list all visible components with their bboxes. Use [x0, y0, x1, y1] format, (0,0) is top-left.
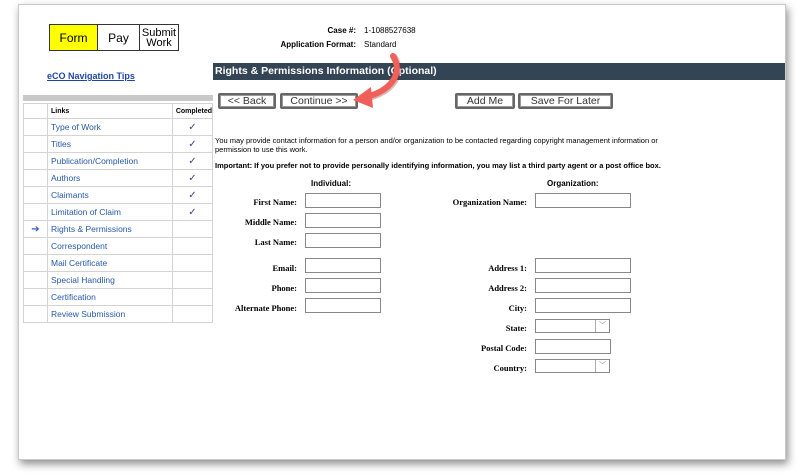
case-number-value: 1-1088527638	[364, 25, 416, 35]
link-claimants[interactable]: Claimants	[48, 187, 173, 204]
table-row	[24, 170, 213, 187]
check-icon: ✓	[172, 119, 212, 136]
email-input[interactable]	[305, 258, 381, 273]
organization-name-label: Organization Name:	[452, 197, 527, 207]
link-titles[interactable]: Titles	[48, 136, 173, 153]
check-icon	[172, 289, 212, 306]
case-number-label: Case #:	[327, 25, 356, 35]
link-correspondent[interactable]: Correspondent	[48, 238, 173, 255]
link-rights-permissions[interactable]: Rights & Permissions	[48, 221, 173, 238]
current-step-arrow-icon	[24, 289, 48, 306]
annotation-arrow-icon	[349, 53, 409, 109]
links-table-topbar	[23, 95, 213, 101]
table-row	[24, 289, 213, 306]
individual-heading: Individual:	[311, 179, 351, 188]
links-header: Links	[48, 104, 173, 119]
table-row	[24, 204, 213, 221]
back-button[interactable]: << Back	[218, 93, 276, 109]
application-format-value: Standard	[364, 39, 397, 49]
postal-code-input[interactable]	[535, 339, 611, 354]
link-publication-completion[interactable]: Publication/Completion	[48, 153, 173, 170]
tab-submit-line2: Work	[146, 36, 172, 49]
country-select[interactable]	[535, 359, 610, 373]
check-icon	[172, 272, 212, 289]
table-row	[24, 238, 213, 255]
current-step-arrow-icon	[24, 153, 48, 170]
section-title: Rights & Permissions Information (Optional)	[213, 63, 785, 80]
postal-code-label: Postal Code:	[480, 343, 527, 353]
current-step-arrow-icon	[24, 136, 48, 153]
address1-input[interactable]	[535, 258, 631, 273]
last-name-label: Last Name:	[254, 237, 297, 247]
state-select[interactable]	[535, 319, 610, 333]
current-step-arrow-icon	[24, 119, 48, 136]
check-icon: ✓	[172, 136, 212, 153]
check-icon	[172, 306, 212, 323]
link-authors[interactable]: Authors	[48, 170, 173, 187]
current-step-arrow-icon	[24, 272, 48, 289]
check-icon: ✓	[172, 204, 212, 221]
important-note: Important: If you prefer not to provide personally identifying information, you may list a third party agent or a post office box.	[215, 161, 661, 170]
chevron-down-icon: ﹀	[595, 360, 609, 372]
current-step-arrow-icon	[24, 187, 48, 204]
save-for-later-button[interactable]: Save For Later	[518, 93, 613, 109]
city-label: City:	[508, 303, 527, 313]
links-arrow-header	[24, 104, 48, 119]
intro-text: You may provide contact information for a person and/or organization to be contacted regarding copyright management information or permission to use this work.	[215, 136, 658, 154]
table-row	[24, 272, 213, 289]
link-limitation-of-claim[interactable]: Limitation of Claim	[48, 204, 173, 221]
check-icon: ✓	[172, 187, 212, 204]
organization-heading: Organization:	[547, 179, 599, 188]
table-row	[24, 221, 213, 238]
link-type-of-work[interactable]: Type of Work	[48, 119, 173, 136]
city-input[interactable]	[535, 298, 631, 313]
check-icon	[172, 238, 212, 255]
continue-button[interactable]: Continue >>	[280, 93, 358, 109]
alternate-phone-label: Alternate Phone:	[234, 303, 297, 313]
link-mail-certificate[interactable]: Mail Certificate	[48, 255, 173, 272]
current-step-arrow-icon	[24, 306, 48, 323]
tab-submit-work[interactable]	[140, 25, 178, 50]
organization-name-input[interactable]	[535, 193, 631, 208]
middle-name-input[interactable]	[305, 213, 381, 228]
case-info	[239, 23, 416, 51]
table-row	[24, 119, 213, 136]
link-certification[interactable]: Certification	[48, 289, 173, 306]
middle-name-label: Middle Name:	[244, 217, 297, 227]
alternate-phone-input[interactable]	[305, 298, 381, 313]
check-icon	[172, 221, 212, 238]
first-name-label: First Name:	[253, 197, 297, 207]
tab-form[interactable]: Form	[50, 25, 98, 50]
check-icon: ✓	[172, 170, 212, 187]
address1-label: Address 1:	[488, 263, 527, 273]
phone-label: Phone:	[271, 283, 297, 293]
current-step-arrow-icon: ➔	[24, 221, 48, 238]
tab-pay[interactable]: Pay	[98, 25, 140, 50]
table-row	[24, 153, 213, 170]
email-label: Email:	[272, 263, 297, 273]
first-name-input[interactable]	[305, 193, 381, 208]
application-window	[18, 4, 786, 460]
current-step-arrow-icon	[24, 170, 48, 187]
phone-input[interactable]	[305, 278, 381, 293]
chevron-down-icon: ﹀	[595, 320, 609, 332]
application-format-label: Application Format:	[280, 39, 356, 49]
current-step-arrow-icon	[24, 255, 48, 272]
state-label: State:	[505, 323, 527, 333]
navigation-tips-link[interactable]: eCO Navigation Tips	[47, 71, 135, 81]
check-icon: ✓	[172, 153, 212, 170]
table-row	[24, 136, 213, 153]
address2-input[interactable]	[535, 278, 631, 293]
add-me-button[interactable]: Add Me	[455, 93, 515, 109]
last-name-input[interactable]	[305, 233, 381, 248]
link-review-submission[interactable]: Review Submission	[48, 306, 173, 323]
table-row	[24, 255, 213, 272]
country-label: Country:	[493, 363, 527, 373]
links-table	[23, 103, 213, 323]
tab-submit-line1: Submit	[141, 26, 177, 39]
current-step-arrow-icon	[24, 204, 48, 221]
link-special-handling[interactable]: Special Handling	[48, 272, 173, 289]
completed-header: Completed	[172, 104, 212, 119]
top-tabs	[49, 24, 179, 51]
table-row	[24, 306, 213, 323]
address2-label: Address 2:	[488, 283, 527, 293]
current-step-arrow-icon	[24, 238, 48, 255]
table-row	[24, 187, 213, 204]
check-icon	[172, 255, 212, 272]
